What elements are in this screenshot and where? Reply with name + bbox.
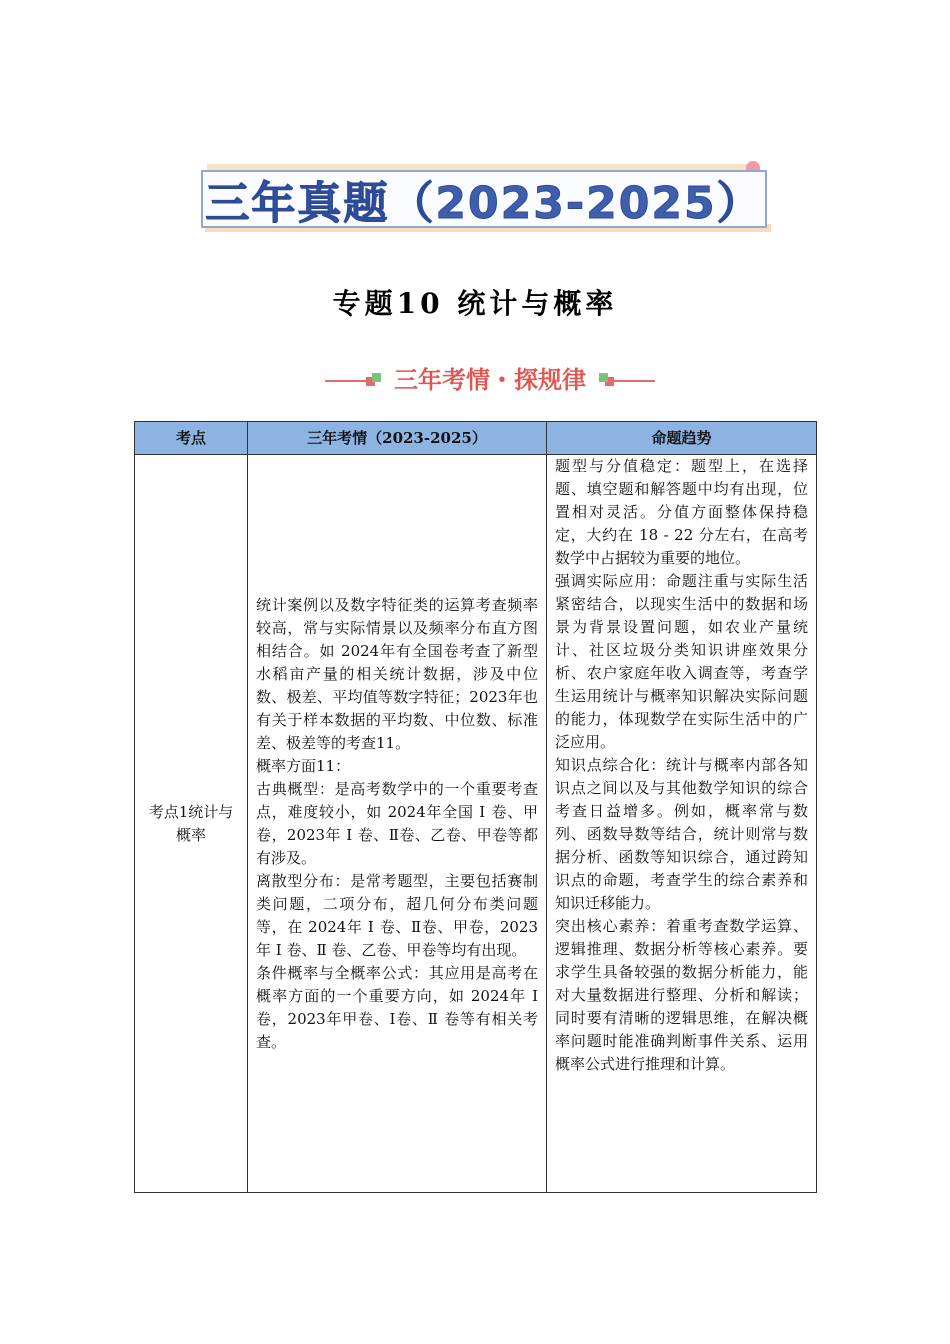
decoration-square-icon xyxy=(599,373,608,382)
section-divider-right xyxy=(610,380,655,382)
situation-paragraph: 古典概型：是高考数学中的一个重要考查点，难度较小，如 2024年全国 Ⅰ 卷、甲卷，2023年 Ⅰ 卷、Ⅱ卷、乙卷、甲卷等都有涉及。 xyxy=(256,779,538,867)
situation-paragraph: 概率方面11： xyxy=(256,756,351,775)
column-header-situation: 三年考情（2023-2025） xyxy=(248,422,547,455)
exam-analysis-table xyxy=(134,421,817,1193)
decoration-square-icon xyxy=(372,373,381,382)
table-row xyxy=(135,455,817,1193)
trend-paragraph: 突出核心素养：着重考查数学运算、逻辑推理、数据分析等核心素养。要求学生具备较强的数据分析能力，能对大量数据进行整理、分析和解读；同时要有清晰的逻辑思维，在解决概率问题时能准确判断事件关系、运用概率公式进行推理和计算。 xyxy=(555,917,808,1073)
situation-cell xyxy=(248,455,547,1193)
topic-cell: 考点1统计与概率 xyxy=(135,455,248,1193)
situation-paragraph: 条件概率与全概率公式：其应用是高考在概率方面的一个重要方向，如 2024年 Ⅰ 卷，2023年甲卷、Ⅰ卷、Ⅱ 卷等有相关考查。 xyxy=(256,963,538,1051)
trend-paragraph: 强调实际应用：命题注重与实际生活紧密结合，以现实生活中的数据和场景为背景设置问题，如农业产量统计、社区垃圾分类知识讲座效果分析、农户家庭年收入调查等，考查学生运用统计与概率知识解决实际问题的能力，体现数学在实际生活中的广泛应用。 xyxy=(555,572,808,751)
banner xyxy=(201,170,767,228)
column-header-trend: 命题趋势 xyxy=(547,422,817,455)
trend-cell xyxy=(547,455,817,1193)
banner-title: 三年真题（2023-2025） xyxy=(205,178,763,229)
table-header-row xyxy=(135,422,817,455)
situation-paragraph: 统计案例以及数字特征类的运算考查频率较高，常与实际情景以及频率分布直方图相结合。如 2024年有全国卷考查了新型水稻亩产量的相关统计数据，涉及中位数、极差、平均值等数字特征；2023年也有关于样本数据的平均数、中位数、标准差、极差等的考查11。 xyxy=(256,595,538,752)
column-header-topic: 考点 xyxy=(135,422,248,455)
situation-paragraph: 离散型分布：是常考题型，主要包括赛制类问题，二项分布，超几何分布类问题等，在 2024年 Ⅰ 卷、Ⅱ卷、甲卷，2023年 Ⅰ 卷、Ⅱ 卷、乙卷、甲卷等均有出现。 xyxy=(256,871,538,959)
trend-paragraph: 知识点综合化：统计与概率内部各知识点之间以及与其他数学知识的综合考查日益增多。例如，概率常与数列、函数导数等结合，统计则常与数据分析、函数等知识综合，通过跨知识点的命题，考查学生的综合素养和知识迁移能力。 xyxy=(555,756,808,912)
trend-paragraph: 题型与分值稳定：题型上，在选择题、填空题和解答题中均有出现，位置相对灵活。分值方面整体保持稳定，大约在 18 - 22 分左右，在高考数学中占据较为重要的地位。 xyxy=(555,457,808,567)
section-divider-left xyxy=(325,380,370,382)
section-header xyxy=(325,360,655,396)
page-title: 专题10 统计与概率 xyxy=(332,287,618,320)
section-header-label: 三年考情・探规律 xyxy=(394,366,586,394)
